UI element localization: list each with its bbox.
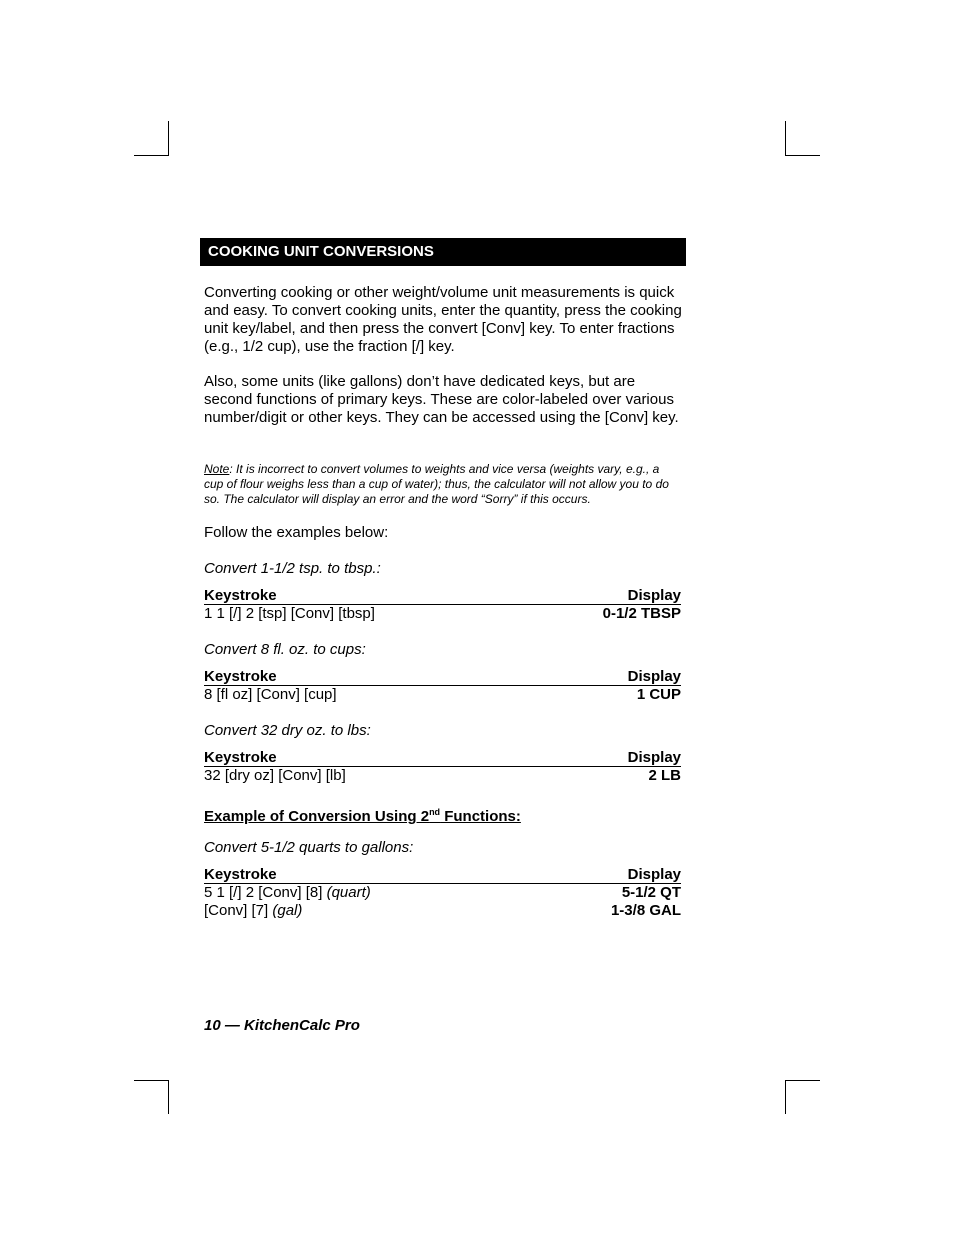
conversion-table — [204, 668, 681, 704]
keystroke-unit: (quart) — [326, 884, 371, 901]
display-cell: 2 LB — [648, 767, 681, 784]
keystroke-keys: 5 1 [/] 2 [Conv] [8] — [204, 884, 327, 901]
second-functions-heading — [204, 803, 521, 826]
keystroke-unit: (gal) — [272, 902, 303, 919]
crop-mark-bottom-right-horizontal — [785, 1080, 820, 1081]
table-header — [204, 866, 681, 884]
heading-text-end: Functions: — [440, 808, 521, 825]
keystroke-cell: 8 [fl oz] [Conv] [cup] — [204, 686, 337, 703]
keystroke-header: Keystroke — [204, 866, 277, 883]
display-header: Display — [627, 668, 681, 685]
crop-mark-bottom-left-horizontal — [134, 1080, 169, 1081]
display-cell: 1-3/8 GAL — [610, 902, 681, 919]
table-row — [204, 884, 681, 902]
heading-superscript: nd — [429, 807, 441, 817]
keystroke-cell: 1 1 [/] 2 [tsp] [Conv] [tbsp] — [204, 605, 375, 622]
table-header — [204, 749, 681, 767]
conversion-table — [204, 749, 681, 785]
keystroke-header: Keystroke — [204, 587, 277, 604]
conversion-table — [204, 587, 681, 623]
table-header — [204, 587, 681, 605]
display-cell: 0-1/2 TBSP — [602, 605, 681, 622]
display-cell: 5-1/2 QT — [621, 884, 681, 901]
crop-mark-bottom-right-vertical — [785, 1080, 786, 1114]
note-text: : It is incorrect to convert volumes to weights and vice versa (weights vary, e.g., a cup of flour weighs less than a cup of water); thus, the calculator will not allow you to do so. The calculator will display an error and the word “Sorry” if this occurs. — [204, 462, 669, 506]
table-row — [204, 902, 681, 920]
heading-text: Example of Conversion Using 2 — [204, 808, 430, 825]
example-caption: Convert 8 fl. oz. to cups: — [204, 641, 366, 658]
crop-mark-bottom-left-vertical — [168, 1080, 169, 1114]
example-caption: Convert 32 dry oz. to lbs: — [204, 722, 371, 739]
page-footer: 10 — KitchenCalc Pro — [204, 1017, 360, 1034]
crop-mark-top-right-vertical — [785, 121, 786, 156]
keystroke-cell — [204, 884, 371, 902]
table-row — [204, 767, 681, 785]
section-title: COOKING UNIT CONVERSIONS — [200, 238, 686, 266]
keystroke-header: Keystroke — [204, 749, 277, 766]
display-cell: 1 CUP — [636, 686, 681, 703]
crop-mark-top-left-horizontal — [134, 155, 169, 156]
follow-text: Follow the examples below: — [204, 524, 389, 541]
keystroke-cell: 32 [dry oz] [Conv] [lb] — [204, 767, 346, 784]
table-header — [204, 668, 681, 686]
crop-mark-top-left-vertical — [168, 121, 169, 156]
note-label: Note — [204, 462, 230, 476]
note-block — [204, 462, 680, 507]
table-row — [204, 686, 681, 704]
keystroke-header: Keystroke — [204, 668, 277, 685]
table-row — [204, 605, 681, 623]
conversion-table — [204, 866, 681, 920]
display-header: Display — [627, 587, 681, 604]
example-caption: Convert 5-1/2 quarts to gallons: — [204, 839, 414, 856]
crop-mark-top-right-horizontal — [785, 155, 820, 156]
keystroke-keys: [Conv] [7] — [204, 902, 273, 919]
intro-paragraph: Converting cooking or other weight/volume unit measurements is quick and easy. To convert cooking units, enter the quantity, press the cooking unit key/label, and then press the convert [Conv] key. To enter fractions (e.g., 1/2 cup), use the fraction [/] key. — [204, 284, 682, 355]
display-header: Display — [627, 749, 681, 766]
second-functions-paragraph: Also, some units (like gallons) don’t have dedicated keys, but are second functions of primary keys. These are color-labeled over various number/digit or other keys. They can be accessed using the [Conv] key. — [204, 373, 679, 426]
example-caption: Convert 1-1/2 tsp. to tbsp.: — [204, 560, 381, 577]
keystroke-cell — [204, 902, 302, 920]
display-header: Display — [627, 866, 681, 883]
